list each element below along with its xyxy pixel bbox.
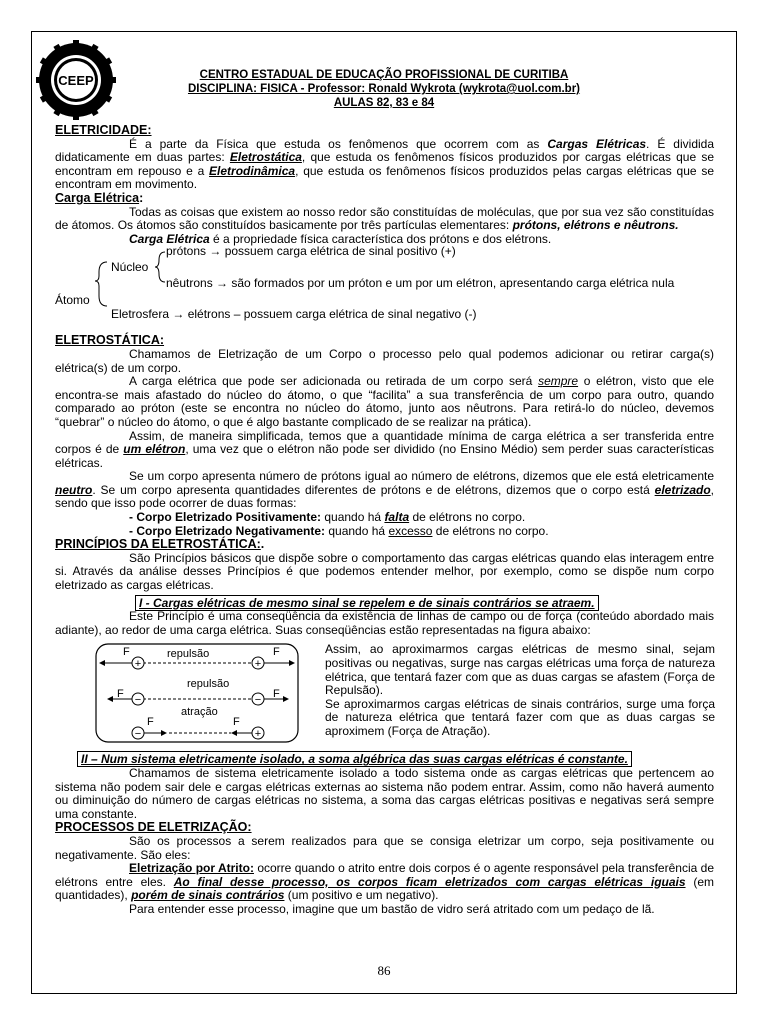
svg-text:−: − <box>254 694 262 707</box>
paragraph-eletron: A carga elétrica que pode ser adicionada ou retirada de um corpo será sempre o elétron, visto que ele encontra-se mais afastado do núcleo do átomo, o que “facilita” a sua transferência de um corpo para outro, quando comparado ao próton (este se encontra no núcleo do átomo, junto aos nêutrons. Para retirá-lo do núcleo, devemos “quebrar” o núcleo do átomo, o que é algo bastante complicado de se realizar na prática). <box>55 374 715 429</box>
eletrosfera-line: Eletrosfera → elétrons – possuem carga elétrica de sinal negativo (-) <box>111 307 477 322</box>
paragraph-principios: São Princípios básicos que dispõe sobre o comportamento das cargas elétricas quando elas interagem entre si. Através da análise desses Princípios é que podemos entender melhor, por exemplo, como se dispõe num corpo eletrizado as cargas elétricas. <box>55 550 714 593</box>
positive-body-line: - Corpo Eletrizado Positivamente: quando há falta de elétrons no corpo. <box>129 510 526 525</box>
principle-2: II – Num sistema eletricamente isolado, a soma algébrica das suas cargas elétricas é constante. <box>55 753 714 767</box>
page-number: 86 <box>377 963 391 978</box>
svg-text:−: − <box>134 694 142 707</box>
force-label: F <box>273 646 280 659</box>
document-body <box>55 124 714 917</box>
attraction-label: atração <box>181 706 218 719</box>
discipline-line: DISCIPLINA: FISICA - Professor: Ronald Wykrota (wykrota@uol.com.br) <box>187 83 581 95</box>
repulsion-label: repulsão <box>167 648 210 661</box>
nucleo-label: Núcleo <box>111 260 149 275</box>
negative-body-line: - Corpo Eletrizado Negativamente: quando há excesso de elétrons no corpo. <box>129 523 549 538</box>
principle-1: I - Cargas elétricas de mesmo sinal se repelem e de sinais contrários se atraem. <box>55 597 714 611</box>
repulsion-explanation: Assim, ao aproximarmos cargas elétricas de mesmo sinal, sejam positivas ou negativas, surge nas cargas elétricas uma força de natureza elétrica, que tentará fazer com que as duas cargas se afastem (Força de Repulsão). <box>325 642 715 698</box>
paragraph-sistema-isolado: Chamamos de sistema eletricamente isolado a todo sistema onde as cargas elétricas que pertencem ao sistema não podem sair dele e cargas elétricas externas ao sistema não podem entrar. Assim, como não haverá aumento ou diminuição do número de cargas elétricas no sistema, a soma das cargas elétricas positivas e negativas será sempre uma constante. <box>55 766 714 821</box>
protons-line: prótons → possuem carga elétrica de sinal positivo (+) <box>166 244 456 259</box>
logo-center-text: CEEP <box>58 73 94 88</box>
section-title-processos: PROCESSOS DE ELETRIZAÇÃO: <box>55 820 252 835</box>
charges-interaction-figure <box>95 643 299 745</box>
force-label: F <box>273 688 280 701</box>
paragraph-carga-1: Todas as coisas que existem ao nosso redor são constituídas de moléculas, que por sua vez são constituídas de átomos. Os átomos são constituídos basicamente por três partículas elementares: prótons, elétrons e nêutrons. <box>55 204 714 233</box>
svg-text:+: + <box>254 728 262 741</box>
paragraph-carga-2: Carga Elétrica é a propriedade física característica dos prótons e dos elétrons. <box>129 231 552 246</box>
ceep-logo <box>36 40 116 120</box>
section-title-principios: PRINCÍPIOS DA ELETROSTÁTICA:. <box>55 537 265 552</box>
lessons-line: AULAS 82, 83 e 84 <box>333 97 435 109</box>
force-label: F <box>147 716 154 729</box>
atomo-label: Átomo <box>55 293 90 308</box>
svg-text:+: + <box>254 658 262 671</box>
paragraph-eletricidade: É a parte da Física que estuda os fenômenos que ocorrem com as Cargas Elétricas. É dividida didaticamente em duas partes: Eletrostática, que estuda os fenômenos físicos produzidos por cargas elétricas que se encontram em repouso e a Eletrodinâmica, que estuda os fenômenos físicos produzidos pelas cargas elétricas que se encontram em movimento. <box>55 136 715 192</box>
svg-text:−: − <box>134 728 142 741</box>
attraction-explanation: Se aproximarmos cargas elétricas de sinais contrários, surge uma força de natureza elétrica que tentará fazer com que as duas cargas se aproximem (Força de Atração). <box>325 696 715 738</box>
force-label: F <box>117 688 124 701</box>
document-header <box>120 68 648 110</box>
paragraph-neutro: Se um corpo apresenta número de prótons igual ao número de elétrons, dizemos que ele está eletricamente neutro. Se um corpo apresenta quantidades diferentes de prótons e de elétrons, dizemos que o corpo está eletrizado, sendo que isso pode ocorrer de duas formas: <box>55 469 714 511</box>
svg-text:+: + <box>134 658 142 671</box>
paragraph-eletrizacao: Chamamos de Eletrização de um Corpo o processo pelo qual podemos adicionar ou retirar carga(s) elétrica(s) de um corpo. <box>55 346 714 375</box>
neutrons-line: nêutrons → são formados por um próton e um por um elétron, apresentando carga elétrica nula <box>166 276 675 291</box>
charges-figure-block <box>55 643 714 751</box>
paragraph-bastao: Para entender esse processo, imagine que um bastão de vidro será atritado com um pedaço de lã. <box>129 901 655 916</box>
force-label: F <box>233 716 240 729</box>
section-title-carga: Carga Elétrica: <box>55 190 144 205</box>
section-title-eletricidade: ELETRICIDADE: <box>55 123 152 137</box>
paragraph-processos: São os processos a serem realizados para que se consiga eletrizar um corpo, seja positivamente ou negativamente. São eles: <box>55 833 714 862</box>
paragraph-carga-minima: Assim, de maneira simplificada, temos que a quantidade mínima de carga elétrica a ser transferida entre corpos é de um elétron, uma vez que o elétron não pode ser dividido (no Ensino Médio) sem perder suas características elétricas. <box>55 428 715 470</box>
atom-structure-diagram <box>55 244 714 328</box>
force-label: F <box>123 646 130 659</box>
paragraph-atrito: Eletrização por Atrito: ocorre quando o atrito entre dois corpos é o agente responsável pela transferência de elétrons entre eles. Ao final desse processo, os corpos ficam eletrizados com cargas elétricas iguais (em quantidades), porém de sinais contrários (um positivo e um negativo). <box>55 861 714 903</box>
section-title-eletrostatica: ELETROSTÁTICA: <box>55 333 165 348</box>
figure-explanation <box>325 643 715 738</box>
school-name: CENTRO ESTADUAL DE EDUCAÇÃO PROFISSIONAL DE CURITIBA <box>199 69 569 81</box>
paragraph-principio-1: Este Princípio é uma conseqüência da existência de linhas de campo ou de força (conteúdo abordado mais adiante), ao redor de uma carga elétrica. Suas conseqüências estão representadas na figura abaixo: <box>55 609 714 637</box>
repulsion-label: repulsão <box>187 678 230 691</box>
